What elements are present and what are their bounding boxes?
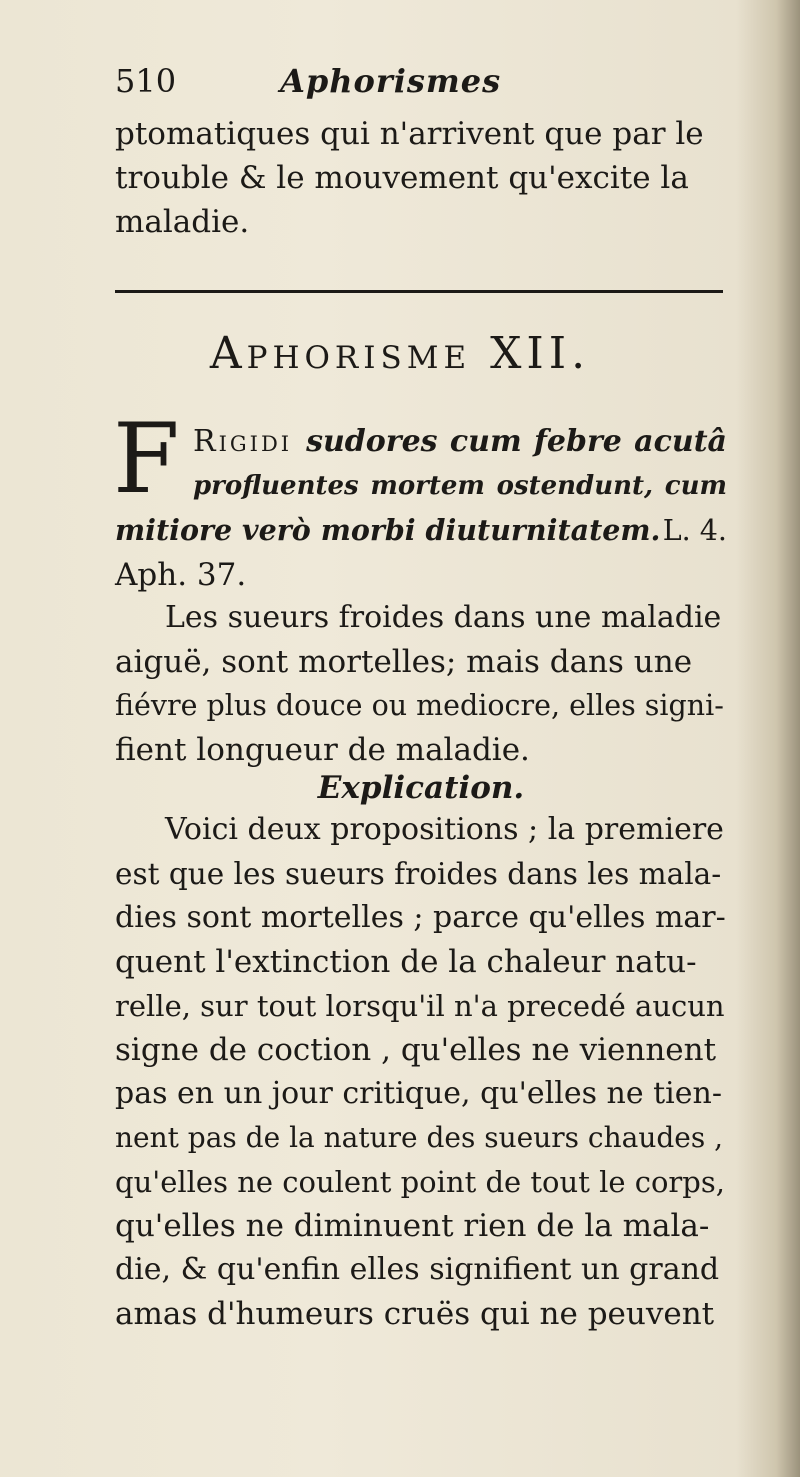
latin-reference: L. 4. [662,514,727,547]
text-line: fient longueur de maladie. [115,732,530,768]
text-line: amas d'humeurs cruës qui ne peuvent [115,1296,715,1332]
text-line: est que les sueurs froides dans les mala- [115,857,722,891]
text-line: qu'elles ne diminuent rien de la mala- [115,1208,710,1244]
text-line: trouble & le mouvement qu'excite la [115,160,689,196]
text-line: dies sont mortelles ; parce qu'elles mar- [115,900,726,935]
continued-paragraph [115,112,727,244]
page-header [115,62,727,100]
latin-line [115,420,727,464]
latin-line [115,508,727,553]
text-line: nent pas de la nature des sueurs chaudes , [115,1121,724,1154]
text-line: qu'elles ne coulent point de tout le corps, [115,1165,725,1199]
latin-text: mitiore verò morbi diuturnitatem. [115,513,661,547]
aphorism-title: Aphorisme XII. [209,328,591,379]
drop-cap: F [113,403,180,515]
text-line: signe de coction , qu'elles ne viennent [115,1032,717,1068]
text-line: maladie. [115,204,250,240]
page-number: 510 [115,62,177,100]
text-line: pas en un jour critique, qu'elles ne tien- [115,1076,722,1111]
latin-text: sudores cum febre acutâ [306,424,727,459]
text-line: relle, sur tout lorsqu'il n'a precedé aucun [115,989,725,1023]
latin-aphorism [115,420,727,597]
text-line: quent l'extinction de la chaleur natu- [115,944,697,980]
text-line: Les sueurs froides dans une maladie [165,600,722,635]
text-line: fiévre plus douce ou mediocre, elles signi- [115,689,724,722]
explication-heading: Explication. [317,770,525,806]
text-line: Voici deux propositions ; la premiere [165,812,724,847]
section-divider [115,290,723,293]
latin-line [115,464,727,508]
text-line: ptomatiques qui n'arrivent que par le [115,116,704,152]
explication-paragraph [115,808,727,1336]
latin-lead-word: Rigidi [193,424,293,459]
running-title: Aphorismes [280,62,502,100]
text-line: aiguë, sont mortelles; mais dans une [115,644,693,680]
translation-paragraph [115,596,727,772]
explication-heading-wrap [115,766,727,810]
text-line: die, & qu'enfin elles signifient un grand [115,1252,720,1287]
reference-line: Aph. 37. [115,557,247,593]
latin-text: profluentes mortem ostendunt, cum [193,471,727,501]
